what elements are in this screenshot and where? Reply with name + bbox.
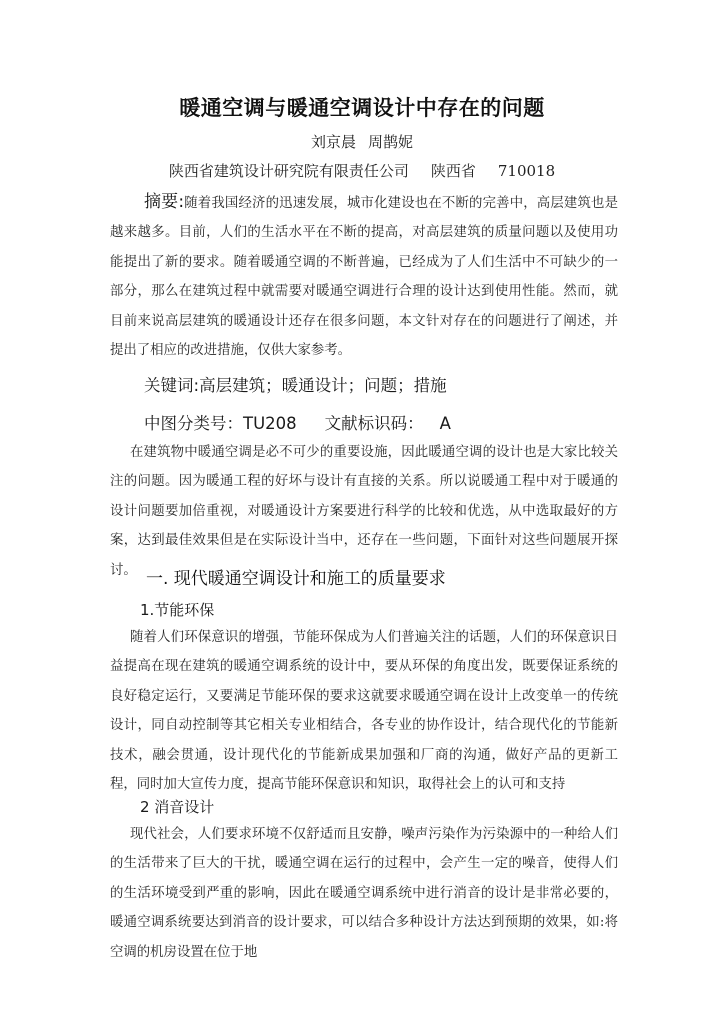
subsection-heading-energy: 1.节能环保 — [140, 601, 215, 619]
doc-code-value: A — [439, 414, 451, 433]
abstract-label: 摘要: — [144, 192, 185, 212]
intro-paragraph: 在建筑物中暖通空调是必不可少的重要设施，因此暖通空调的设计也是大家比较关注的问题。因为暖通工程的好坏与设计有直接的关系。所以说暖通工程中对于暖通的设计问题要加倍重视，对暖通设计方案要进行科学的比较和优选，从中选取最好的方案，达到最佳效果但是在实际设计当中，还存在一些问题，下面针对这些问题展开探讨。 — [110, 445, 618, 578]
subsection-heading-noise: 2 消音设计 — [140, 798, 215, 816]
abstract-text: 随着我国经济的迅速发展，城市化建设也在不断的完善中，高层建筑也是越来越多。目前，人们的生活水平在不断的提高，对高层建筑的质量问题以及使用功能提出了新的要求。随着暖通空调的不断普遍，已经成为了人们生活中不可缺少的一部分，那么在建筑过程中就需要对暖通空调进行合理的设计达到使用性能。然而，就目前来说高层建筑的暖通设计还存在很多问题，本文针对存在的问题进行了阐述，并提出了相应的改进措施，仅供大家参考。 — [110, 196, 619, 359]
author-list — [0, 131, 724, 152]
paper-title: 暖通空调与暖通空调设计中存在的问题 — [179, 96, 545, 120]
keywords-text: 高层建筑；暖通设计；问题；措施 — [199, 376, 447, 395]
clc-label: 中图分类号： — [144, 414, 243, 433]
affiliation-postcode: 710018 — [497, 162, 556, 180]
keywords — [144, 372, 447, 396]
section-heading: 一. 现代暖通空调设计和施工的质量要求 — [146, 569, 446, 589]
author-name: 刘京晨 — [310, 133, 356, 151]
affiliation-province: 陕西省 — [430, 162, 476, 180]
affiliation — [0, 160, 724, 181]
author-name: 周鹊妮 — [368, 133, 414, 151]
energy-paragraph: 随着人们环保意识的增强，节能环保成为人们普遍关注的话题，人们的环保意识日益提高在现在建筑的暖通空调系统的设计中，要从环保的角度出发，既要保证系统的良好稳定运行，又要满足节能环保的要求这就要求暖通空调在设计上改变单一的传统设计，同自动控制等其它相关专业相结合，各专业的协作设计，结合现代化的节能新技术，融会贯通，设计现代化的节能新成果加强和厂商的沟通，做好产品的更新工程，同时加大宣传力度，提高节能环保意识和知识，取得社会上的认可和支持 — [110, 630, 618, 793]
abstract — [110, 188, 618, 365]
affiliation-org: 陕西省建筑设计研究院有限责任公司 — [168, 162, 409, 180]
clc-value: TU208 — [243, 414, 297, 433]
noise-paragraph: 现代社会，人们要求环境不仅舒适而且安静，噪声污染作为污染源中的一种给人们的生活带来了巨大的干扰，暖通空调在运行的过程中，会产生一定的噪音，使得人们的生活环境受到严重的影响，因此在暖通空调系统中进行消音的设计是非常必要的，暖通空调系统要达到消音的设计要求，可以结合多种设计方法达到预期的效果，如:将空调的机房设置在位于地 — [110, 827, 618, 960]
keywords-label: 关键词: — [144, 376, 200, 395]
doc-code-label: 文献标识码： — [324, 414, 424, 433]
classification — [144, 410, 451, 434]
